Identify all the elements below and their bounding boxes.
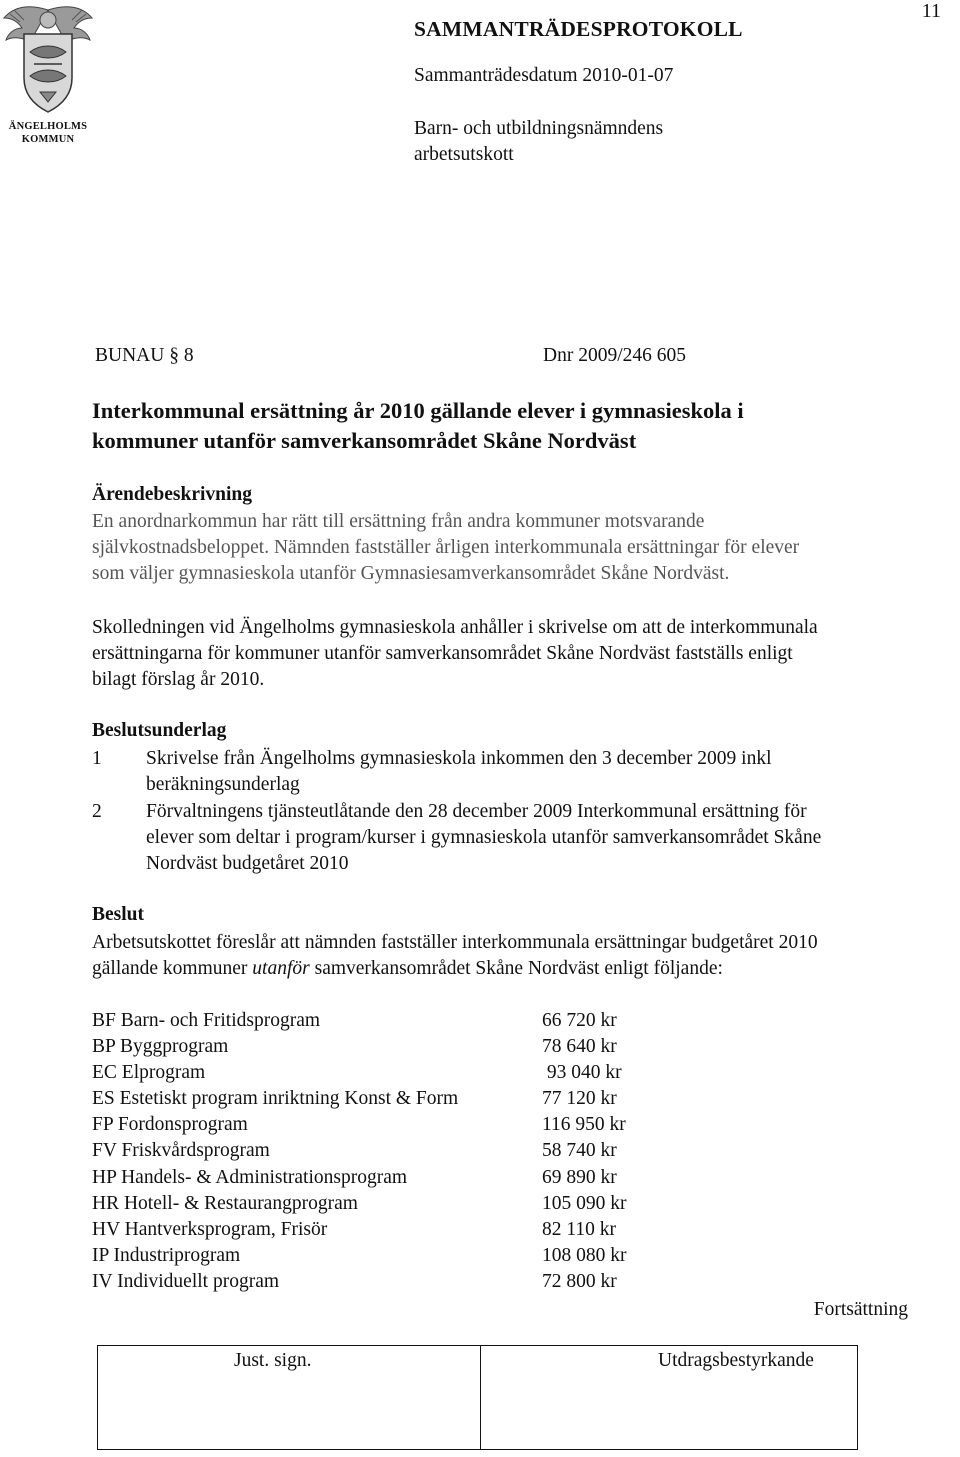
- program-name: IV Individuellt program: [92, 1271, 280, 1292]
- list-item-line: beräkningsunderlag: [146, 774, 300, 795]
- program-amount: 116 950 kr: [542, 1114, 626, 1135]
- program-name: FV Friskvårdsprogram: [92, 1140, 270, 1161]
- list-item-line: Nordväst budgetåret 2010: [146, 853, 349, 874]
- program-name: BF Barn- och Fritidsprogram: [92, 1010, 321, 1031]
- decision-text: samverkansområdet Skåne Nordväst enligt följande:: [309, 958, 723, 979]
- diary-number: Dnr 2009/246 605: [543, 345, 686, 366]
- continuation-note: Fortsättning: [813, 1299, 908, 1320]
- paragraph-reference: BUNAU § 8: [95, 345, 194, 366]
- section-heading-beslut: Beslut: [92, 904, 145, 925]
- program-name: HV Hantverksprogram, Frisör: [92, 1219, 328, 1240]
- list-item-number: 1: [92, 748, 102, 769]
- paragraph-line: ersättningarna för kommuner utanför samverkansområdet Skåne Nordväst fastställs enligt: [92, 643, 793, 664]
- paragraph-line: En anordnarkommun har rätt till ersättning från andra kommuner motsvarande: [92, 511, 705, 532]
- program-amount: 105 090 kr: [542, 1193, 627, 1214]
- justering-signature-label: Just. sign.: [234, 1350, 312, 1371]
- program-name: BP Byggprogram: [92, 1036, 229, 1057]
- list-item-line: Skrivelse från Ängelholms gymnasieskola inkommen den 3 december 2009 inkl: [146, 748, 772, 769]
- paragraph-line: Skolledningen vid Ängelholms gymnasieskola anhåller i skrivelse om att de interkommunala: [92, 617, 818, 638]
- logo-caption: [0, 120, 96, 146]
- program-name: EC Elprogram: [92, 1062, 206, 1083]
- section-heading-beslutsunderlag: Beslutsunderlag: [92, 720, 227, 741]
- decision-text: gällande kommuner: [92, 958, 253, 979]
- signature-divider: [480, 1346, 481, 1449]
- program-amount: 77 120 kr: [542, 1088, 617, 1109]
- decision-line: Arbetsutskottet föreslår att nämnden fastställer interkommunala ersättningar budgetåret 2010: [92, 932, 818, 953]
- signature-box: [97, 1345, 858, 1450]
- program-name: HR Hotell- & Restaurangprogram: [92, 1193, 358, 1214]
- case-title-line: Interkommunal ersättning år 2010 gällande elever i gymnasieskola i: [92, 398, 744, 423]
- paragraph-line: som väljer gymnasieskola utanför Gymnasiesamverkansområdet Skåne Nordväst.: [92, 563, 730, 584]
- program-amount: 66 720 kr: [542, 1010, 617, 1031]
- document-title: SAMMANTRÄDESPROTOKOLL: [414, 17, 743, 41]
- list-item-line: elever som deltar i program/kurser i gymnasieskola utanför samverkansområdet Skåne: [146, 827, 822, 848]
- paragraph-line: självkostnadsbeloppet. Nämnden fastställer årligen interkommunala ersättningar för elever: [92, 537, 800, 558]
- program-amount: 72 800 kr: [542, 1271, 617, 1292]
- program-name: FP Fordonsprogram: [92, 1114, 248, 1135]
- program-amount: 82 110 kr: [542, 1219, 617, 1240]
- extract-certification-label: Utdragsbestyrkande: [658, 1350, 814, 1371]
- list-item-line: Förvaltningens tjänsteutlåtande den 28 december 2009 Interkommunal ersättning för: [146, 801, 807, 822]
- program-amount: 108 080 kr: [542, 1245, 627, 1266]
- paragraph-line: bilagt förslag år 2010.: [92, 669, 265, 690]
- program-name: ES Estetiskt program inriktning Konst & Form: [92, 1088, 459, 1109]
- decision-line: [92, 956, 723, 982]
- program-name: HP Handels- & Administrationsprogram: [92, 1167, 408, 1188]
- program-name: IP Industriprogram: [92, 1245, 241, 1266]
- program-amount: 69 890 kr: [542, 1167, 617, 1188]
- meeting-date: Sammanträdesdatum 2010-01-07: [414, 65, 674, 86]
- section-heading-arendebeskrivning: Ärendebeskrivning: [92, 484, 252, 505]
- coat-of-arms-icon: [0, 0, 96, 122]
- decision-emphasis: utanför: [252, 958, 310, 979]
- committee-name-line: arbetsutskott: [414, 144, 514, 165]
- list-item-number: 2: [92, 801, 102, 822]
- case-title-line: kommuner utanför samverkansområdet Skåne Nordväst: [92, 428, 637, 453]
- page-number: 11: [921, 0, 941, 22]
- program-amount: 78 640 kr: [542, 1036, 617, 1057]
- logo-caption-line: KOMMUN: [21, 134, 75, 145]
- program-amount: 93 040 kr: [542, 1062, 622, 1083]
- program-amount: 58 740 kr: [542, 1140, 617, 1161]
- logo-caption-line: ÄNGELHOLMS: [8, 121, 88, 132]
- committee-name-line: Barn- och utbildningsnämndens: [414, 118, 664, 139]
